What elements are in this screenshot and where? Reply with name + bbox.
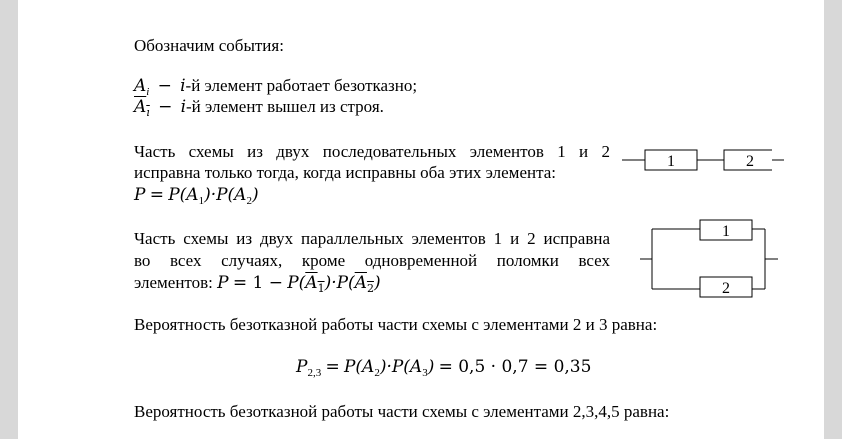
parallel-circuit-diagram <box>640 215 780 303</box>
series-formula-lhs: P <box>134 185 146 205</box>
series-element-1-label: 1 <box>667 153 675 170</box>
intro-text: Обозначим события: <box>134 36 284 55</box>
parallel-element-1-label: 1 <box>722 223 730 240</box>
parallel-line-3-text: элементов: <box>134 273 213 292</box>
series-formula-end: ) <box>251 185 259 205</box>
parallel-formula-term1: P( <box>287 273 306 293</box>
parallel-formula-eq: = 1 − <box>232 273 283 293</box>
parallel-formula-abar1 <box>305 273 324 293</box>
event-abar-symbol <box>134 97 150 117</box>
event-abar-line <box>134 96 384 124</box>
series-element-2-label: 2 <box>746 153 754 170</box>
event-ai-symbol: A <box>134 76 147 96</box>
left-margin-bar <box>0 0 18 439</box>
prob23-formula-eq: = <box>325 357 340 377</box>
prob23-formula-result: = 0,5 · 0,7 = 0,35 <box>438 357 592 377</box>
prob2345-text: Вероятность безотказной работы части схемы с элементами 2,3,4,5 равна: <box>134 402 670 421</box>
prob23-formula-sub1: 2 <box>374 367 380 379</box>
prob23-formula-end: ) <box>427 357 435 377</box>
parallel-element-2-label: 2 <box>722 280 730 297</box>
prob23-formula-term1: P(A <box>343 357 375 377</box>
parallel-formula-mid: )·P( <box>324 273 355 293</box>
parallel-formula-lhs: P <box>217 273 229 293</box>
prob23-formula-psub: 2,3 <box>307 367 322 379</box>
prob23-formula-mid: )·P(A <box>379 357 423 377</box>
document-page <box>18 0 824 439</box>
series-line-1: Часть схемы из двух последовательных элементов 1 и 2 <box>134 142 610 161</box>
prob23-formula-sub2: 3 <box>422 367 428 379</box>
event-ai-text: -й элемент работает безотказно; <box>185 76 418 95</box>
event-ai-index: i <box>180 76 186 96</box>
event-abar-letter: A <box>134 97 147 117</box>
parallel-formula-end: ) <box>373 273 381 293</box>
parallel-formula-sub2: 2 <box>366 282 374 295</box>
prob23-formula <box>296 356 591 384</box>
parallel-line-3 <box>134 272 381 300</box>
series-wire-right <box>772 145 784 179</box>
event-abar-text: -й элемент вышел из строя. <box>186 97 384 116</box>
event-abar-dash: − <box>158 97 173 117</box>
series-circuit-diagram <box>622 145 772 179</box>
parallel-line-1: Часть схемы из двух параллельных элементов 1 и 2 исправна <box>134 229 610 248</box>
parallel-formula-a2: A <box>354 273 367 293</box>
series-formula-sub2: 2 <box>246 195 252 207</box>
series-formula <box>134 184 259 212</box>
series-formula-sub1: 1 <box>198 195 205 207</box>
event-ai-dash: − <box>157 76 172 96</box>
series-line-2: исправна только тогда, когда исправны оба этих элемента: <box>134 163 556 182</box>
series-formula-term1: P(A <box>168 185 199 205</box>
event-abar-index: i <box>180 97 186 117</box>
prob23-text: Вероятность безотказной работы части схемы с элементами 2 и 3 равна: <box>134 315 658 334</box>
series-formula-eq: = <box>149 185 164 205</box>
parallel-formula-a1: A <box>305 273 318 293</box>
parallel-line-2: во всех случаях, кроме одновременной поломки всех <box>134 251 610 270</box>
series-formula-mid: )·P(A <box>204 185 247 205</box>
event-ai-subscript: i <box>146 86 150 98</box>
parallel-formula-sub1: 1 <box>317 282 325 295</box>
parallel-formula-abar2 <box>355 273 374 293</box>
right-margin-bar <box>824 0 842 439</box>
event-abar-subscript: ı <box>146 106 150 119</box>
prob23-formula-p: P <box>296 357 308 377</box>
